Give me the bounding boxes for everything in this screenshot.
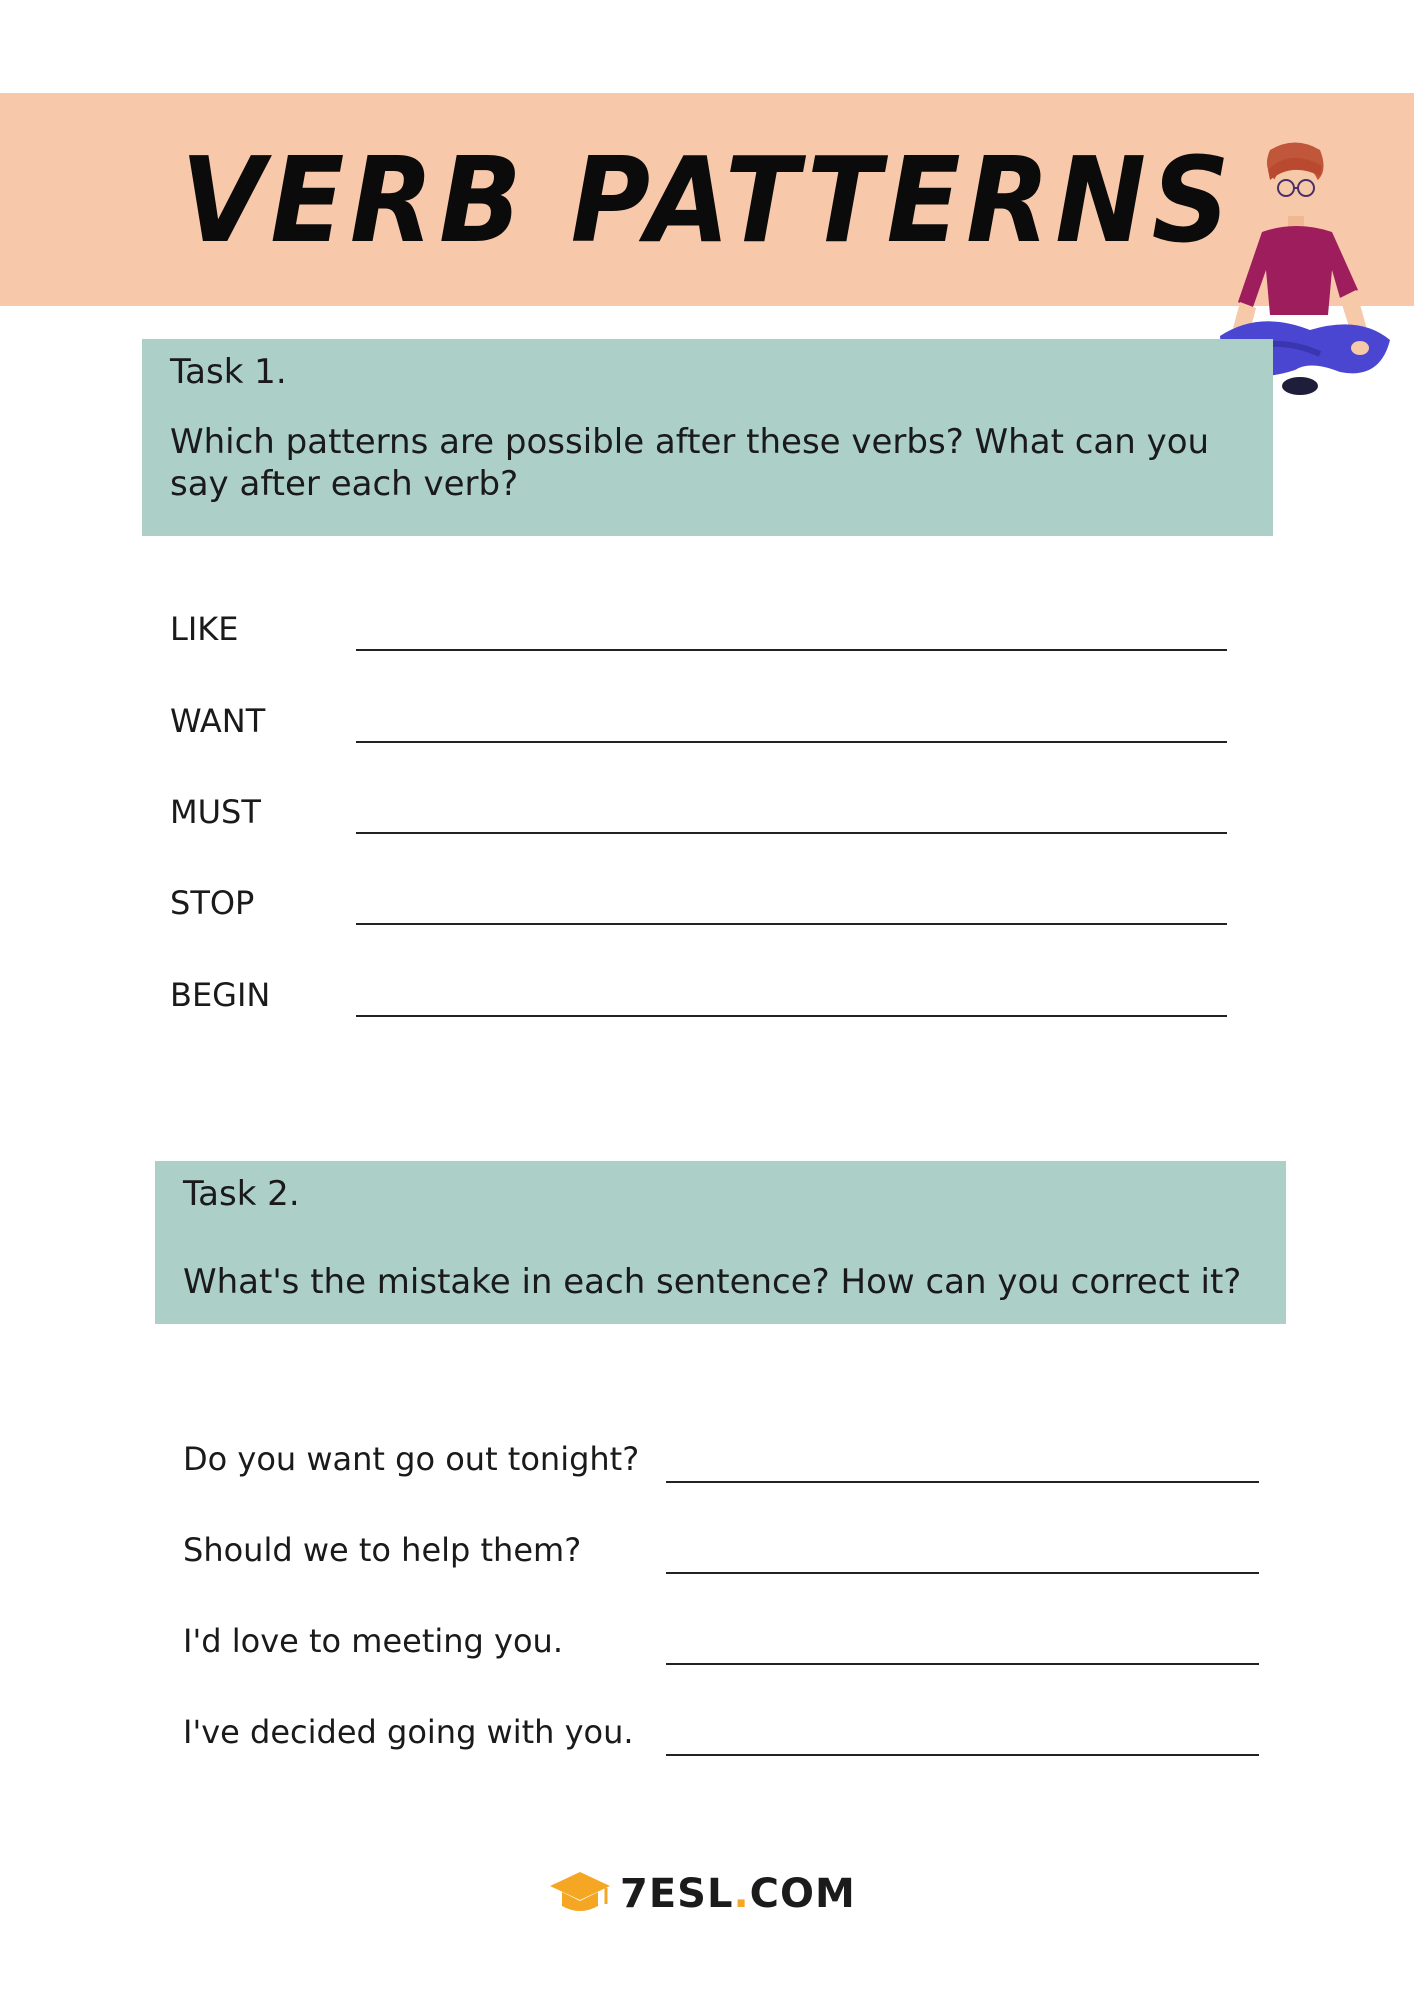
verb-label: WANT xyxy=(170,702,266,740)
answer-line[interactable] xyxy=(356,1015,1227,1017)
sentence-text: I'd love to meeting you. xyxy=(183,1622,563,1660)
answer-line[interactable] xyxy=(356,741,1227,743)
verb-label: MUST xyxy=(170,793,261,831)
logo-text-pre: 7ESL xyxy=(620,1871,734,1917)
correction-line[interactable] xyxy=(666,1572,1259,1574)
answer-line[interactable] xyxy=(356,649,1227,651)
graduation-cap-icon xyxy=(548,1866,612,1922)
verb-label: LIKE xyxy=(170,610,239,648)
verb-row xyxy=(170,699,1230,749)
verb-row xyxy=(170,607,1230,657)
task2-instruction: What's the mistake in each sentence? How can you correct it? xyxy=(183,1262,1242,1302)
task1-box xyxy=(142,339,1273,536)
verb-label: STOP xyxy=(170,884,255,922)
verb-row xyxy=(170,790,1230,840)
task1-label: Task 1. xyxy=(170,352,287,392)
page-title: VERB PATTERNS xyxy=(180,131,1236,269)
verb-row xyxy=(170,973,1230,1023)
sentence-row xyxy=(183,1619,1263,1669)
correction-line[interactable] xyxy=(666,1481,1259,1483)
verb-row xyxy=(170,881,1230,931)
task2-box xyxy=(155,1161,1286,1324)
answer-line[interactable] xyxy=(356,832,1227,834)
answer-line[interactable] xyxy=(356,923,1227,925)
verb-label: BEGIN xyxy=(170,976,271,1014)
task2-label: Task 2. xyxy=(183,1174,300,1214)
sentence-text: Should we to help them? xyxy=(183,1531,582,1569)
correction-line[interactable] xyxy=(666,1663,1259,1665)
correction-line[interactable] xyxy=(666,1754,1259,1756)
logo-text xyxy=(620,1870,856,1918)
task1-instruction: Which patterns are possible after these verbs? What can you say after each verb? xyxy=(170,422,1210,504)
logo-text-post: COM xyxy=(749,1871,856,1917)
sentence-row xyxy=(183,1437,1263,1487)
sentence-text: Do you want go out tonight? xyxy=(183,1440,640,1478)
sentence-row xyxy=(183,1710,1263,1760)
logo-dot: . xyxy=(733,1871,750,1917)
sentence-text: I've decided going with you. xyxy=(183,1713,634,1751)
sentence-row xyxy=(183,1528,1263,1578)
7esl-logo[interactable] xyxy=(548,1866,868,1926)
